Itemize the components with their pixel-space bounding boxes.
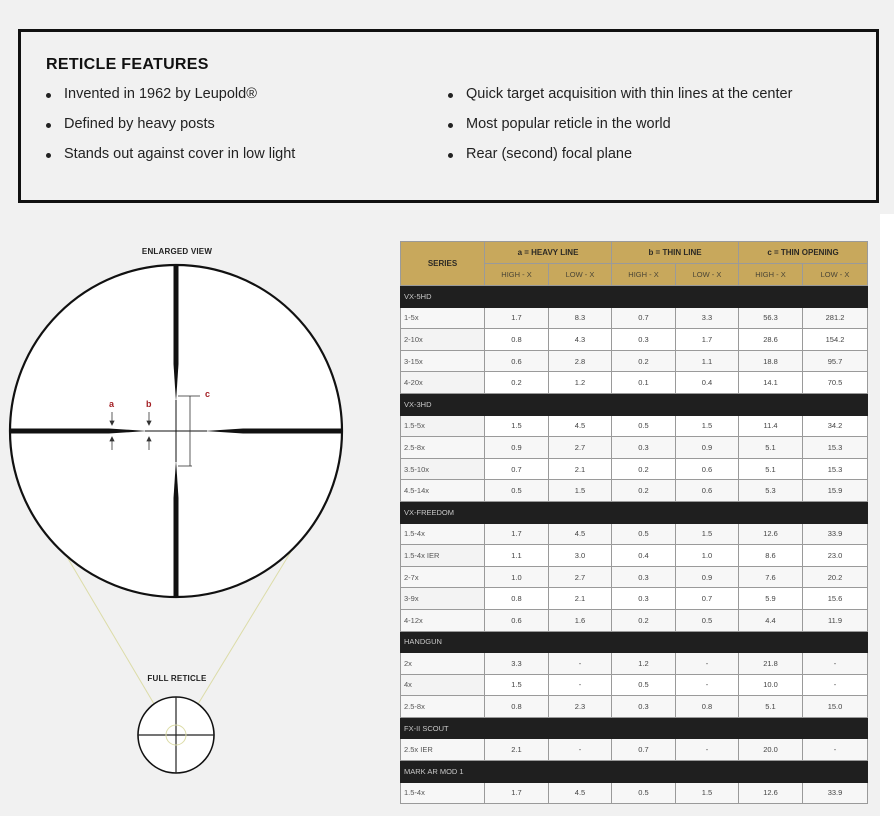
value-cell: 154.2 — [803, 329, 868, 351]
value-cell: 15.6 — [803, 588, 868, 610]
features-list-left — [46, 86, 295, 176]
table-row — [401, 458, 868, 480]
table-row — [401, 437, 868, 459]
table-row — [401, 350, 868, 372]
value-cell: 11.4 — [739, 415, 803, 437]
value-cell: 8.3 — [549, 307, 612, 329]
group-header-thin-opening: c = THIN OPENING — [739, 242, 868, 264]
value-cell: 0.2 — [485, 372, 549, 394]
value-cell: 12.6 — [739, 523, 803, 545]
table-row — [401, 545, 868, 567]
value-cell: 70.5 — [803, 372, 868, 394]
value-cell: 0.6 — [676, 480, 739, 502]
value-cell: 1.2 — [612, 653, 676, 675]
model-cell: 1.5-4x — [401, 782, 485, 804]
series-group-name: VX-3HD — [401, 393, 868, 415]
table-row — [401, 480, 868, 502]
marker-c-label: c — [205, 389, 211, 399]
value-cell: 4.4 — [739, 609, 803, 631]
value-cell: 1.0 — [676, 545, 739, 567]
subheader: HIGH - X — [739, 264, 803, 286]
series-group-row — [401, 717, 868, 739]
value-cell: 3.0 — [549, 545, 612, 567]
value-cell: - — [549, 674, 612, 696]
value-cell: 14.1 — [739, 372, 803, 394]
value-cell: 56.3 — [739, 307, 803, 329]
group-header-heavy-line: a = HEAVY LINE — [485, 242, 612, 264]
value-cell: 0.2 — [612, 480, 676, 502]
value-cell: 1.1 — [676, 350, 739, 372]
value-cell: 0.2 — [612, 350, 676, 372]
series-group-row — [401, 631, 868, 653]
marker-a-label: a — [109, 399, 115, 409]
feature-item: Quick target acquisition with thin lines at the center — [448, 86, 792, 116]
value-cell: 0.4 — [612, 545, 676, 567]
value-cell: 0.3 — [612, 329, 676, 351]
value-cell: 95.7 — [803, 350, 868, 372]
series-group-name: FX-II SCOUT — [401, 717, 868, 739]
table-row — [401, 523, 868, 545]
table-row — [401, 307, 868, 329]
value-cell: 4.5 — [549, 782, 612, 804]
model-cell: 3.5-10x — [401, 458, 485, 480]
table-row — [401, 415, 868, 437]
value-cell: 0.7 — [485, 458, 549, 480]
value-cell: 34.2 — [803, 415, 868, 437]
group-header-thin-line: b = THIN LINE — [612, 242, 739, 264]
value-cell: 1.5 — [485, 674, 549, 696]
value-cell: - — [676, 674, 739, 696]
value-cell: 15.3 — [803, 437, 868, 459]
value-cell: 5.9 — [739, 588, 803, 610]
value-cell: 0.6 — [485, 609, 549, 631]
table-row — [401, 739, 868, 761]
table-row — [401, 782, 868, 804]
full-reticle-label: FULL RETICLE — [147, 674, 207, 683]
model-cell: 1-5x — [401, 307, 485, 329]
value-cell: 5.3 — [739, 480, 803, 502]
value-cell: - — [803, 739, 868, 761]
value-cell: 18.8 — [739, 350, 803, 372]
value-cell: 0.3 — [612, 566, 676, 588]
value-cell: 0.9 — [485, 437, 549, 459]
series-group-name: VX-FREEDOM — [401, 501, 868, 523]
value-cell: 2.7 — [549, 566, 612, 588]
value-cell: 2.3 — [549, 696, 612, 718]
value-cell: 0.7 — [612, 739, 676, 761]
value-cell: 0.8 — [676, 696, 739, 718]
series-group-row — [401, 393, 868, 415]
features-title: RETICLE FEATURES — [46, 56, 209, 73]
table-row — [401, 653, 868, 675]
value-cell: 23.0 — [803, 545, 868, 567]
value-cell: 1.1 — [485, 545, 549, 567]
right-edge-panel — [880, 214, 894, 816]
value-cell: 2.1 — [485, 739, 549, 761]
value-cell: 1.7 — [485, 523, 549, 545]
table-body — [401, 286, 868, 804]
value-cell: - — [549, 739, 612, 761]
model-cell: 1.5-4x — [401, 523, 485, 545]
value-cell: 0.5 — [612, 415, 676, 437]
model-cell: 1.5-4x IER — [401, 545, 485, 567]
value-cell: 0.7 — [612, 307, 676, 329]
value-cell: 11.9 — [803, 609, 868, 631]
value-cell: 0.8 — [485, 329, 549, 351]
value-cell: 0.2 — [612, 609, 676, 631]
value-cell: 15.3 — [803, 458, 868, 480]
series-header: SERIES — [401, 242, 485, 286]
series-group-row — [401, 761, 868, 783]
table-row — [401, 329, 868, 351]
value-cell: 15.0 — [803, 696, 868, 718]
series-group-row — [401, 501, 868, 523]
marker-b-label: b — [146, 399, 152, 409]
value-cell: 0.6 — [676, 458, 739, 480]
table-row — [401, 674, 868, 696]
value-cell: 8.6 — [739, 545, 803, 567]
value-cell: - — [676, 739, 739, 761]
value-cell: 10.0 — [739, 674, 803, 696]
value-cell: 4.3 — [549, 329, 612, 351]
series-group-name: MARK AR MOD 1 — [401, 761, 868, 783]
value-cell: 20.0 — [739, 739, 803, 761]
value-cell: 1.5 — [676, 415, 739, 437]
value-cell: 3.3 — [485, 653, 549, 675]
value-cell: 4.5 — [549, 415, 612, 437]
value-cell: 0.7 — [676, 588, 739, 610]
value-cell: 0.6 — [485, 350, 549, 372]
reticle-features-box — [18, 29, 879, 203]
value-cell: - — [803, 674, 868, 696]
value-cell: 1.7 — [676, 329, 739, 351]
model-cell: 3-15x — [401, 350, 485, 372]
value-cell: 33.9 — [803, 523, 868, 545]
series-group-name: VX-5HD — [401, 286, 868, 308]
model-cell: 2.5-8x — [401, 696, 485, 718]
model-cell: 2-7x — [401, 566, 485, 588]
model-cell: 2-10x — [401, 329, 485, 351]
value-cell: 0.8 — [485, 588, 549, 610]
value-cell: 0.3 — [612, 696, 676, 718]
table-row — [401, 696, 868, 718]
value-cell: 1.5 — [676, 523, 739, 545]
table-row — [401, 588, 868, 610]
value-cell: - — [676, 653, 739, 675]
model-cell: 4-12x — [401, 609, 485, 631]
model-cell: 4x — [401, 674, 485, 696]
model-cell: 1.5-5x — [401, 415, 485, 437]
value-cell: 28.6 — [739, 329, 803, 351]
feature-item: Stands out against cover in low light — [46, 146, 295, 176]
value-cell: 1.2 — [549, 372, 612, 394]
series-group-name: HANDGUN — [401, 631, 868, 653]
table-row — [401, 372, 868, 394]
series-group-row — [401, 286, 868, 308]
value-cell: 1.7 — [485, 307, 549, 329]
value-cell: 0.2 — [612, 458, 676, 480]
value-cell: 1.7 — [485, 782, 549, 804]
subheader: LOW - X — [676, 264, 739, 286]
value-cell: - — [549, 653, 612, 675]
value-cell: 5.1 — [739, 696, 803, 718]
subheader: HIGH - X — [612, 264, 676, 286]
model-cell: 4-20x — [401, 372, 485, 394]
value-cell: 0.5 — [676, 609, 739, 631]
value-cell: 1.0 — [485, 566, 549, 588]
value-cell: 281.2 — [803, 307, 868, 329]
value-cell: 0.5 — [485, 480, 549, 502]
feature-item: Defined by heavy posts — [46, 116, 295, 146]
value-cell: 1.5 — [549, 480, 612, 502]
feature-item: Most popular reticle in the world — [448, 116, 792, 146]
value-cell: 3.3 — [676, 307, 739, 329]
value-cell: 1.5 — [485, 415, 549, 437]
model-cell: 4.5-14x — [401, 480, 485, 502]
value-cell: 21.8 — [739, 653, 803, 675]
enlarged-view-label: ENLARGED VIEW — [141, 247, 213, 256]
value-cell: - — [803, 653, 868, 675]
value-cell: 7.6 — [739, 566, 803, 588]
value-cell: 0.8 — [485, 696, 549, 718]
value-cell: 33.9 — [803, 782, 868, 804]
value-cell: 0.5 — [612, 782, 676, 804]
value-cell: 15.9 — [803, 480, 868, 502]
features-list-right — [448, 86, 792, 176]
value-cell: 0.5 — [612, 523, 676, 545]
model-cell: 2.5-8x — [401, 437, 485, 459]
value-cell: 0.3 — [612, 588, 676, 610]
feature-item: Invented in 1962 by Leupold® — [46, 86, 295, 116]
value-cell: 4.5 — [549, 523, 612, 545]
value-cell: 1.6 — [549, 609, 612, 631]
subheader: LOW - X — [803, 264, 868, 286]
value-cell: 0.3 — [612, 437, 676, 459]
value-cell: 5.1 — [739, 458, 803, 480]
reticle-diagram — [0, 255, 360, 795]
value-cell: 0.9 — [676, 566, 739, 588]
model-cell: 3-9x — [401, 588, 485, 610]
table-row — [401, 609, 868, 631]
value-cell: 5.1 — [739, 437, 803, 459]
value-cell: 12.6 — [739, 782, 803, 804]
value-cell: 20.2 — [803, 566, 868, 588]
subheader: HIGH - X — [485, 264, 549, 286]
value-cell: 2.1 — [549, 588, 612, 610]
value-cell: 2.7 — [549, 437, 612, 459]
value-cell: 0.9 — [676, 437, 739, 459]
model-cell: 2x — [401, 653, 485, 675]
value-cell: 1.5 — [676, 782, 739, 804]
model-cell: 2.5x IER — [401, 739, 485, 761]
value-cell: 0.5 — [612, 674, 676, 696]
subheader: LOW - X — [549, 264, 612, 286]
feature-item: Rear (second) focal plane — [448, 146, 792, 176]
value-cell: 2.1 — [549, 458, 612, 480]
value-cell: 0.1 — [612, 372, 676, 394]
table-row — [401, 566, 868, 588]
value-cell: 2.8 — [549, 350, 612, 372]
value-cell: 0.4 — [676, 372, 739, 394]
reticle-spec-table — [400, 241, 868, 804]
